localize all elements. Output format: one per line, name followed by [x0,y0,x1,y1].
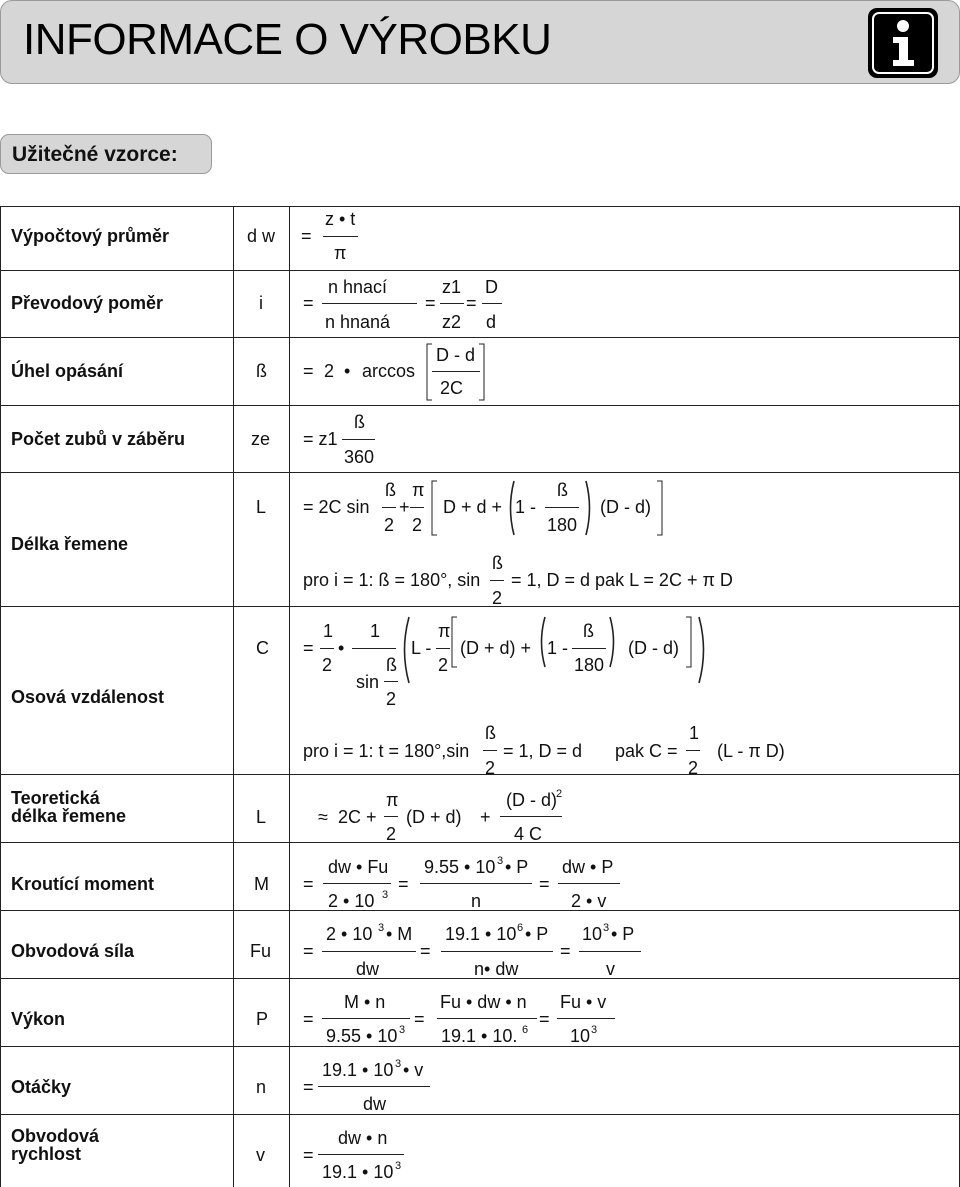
fraction-denominator: 360 [344,447,375,467]
fraction-denominator: 4 C [514,824,543,844]
table-row-line [0,337,960,338]
fraction-numerator: ß [583,621,594,641]
right-paren [697,616,709,684]
row-label: Obvodová [11,1126,100,1146]
equals-sign: = [303,941,314,961]
result-tail: (L - π D) [717,741,785,761]
arccos-text: arccos [362,361,416,381]
right-bracket [478,343,486,401]
fraction-denominator: z2 [442,312,462,332]
equals-sign: = [466,293,477,313]
page-title: INFORMACE O VÝROBKU [23,15,552,64]
fraction-denominator: 2 [412,515,423,535]
fraction-line [437,1018,537,1019]
fraction-numerator: 19.1 • 10 [445,924,517,944]
fraction-denominator: v [606,959,615,979]
fraction-numerator: Fu • v [560,992,607,1012]
fraction-line [545,507,579,508]
exponent: 3 [395,1160,402,1172]
exponent: 3 [395,1058,402,1070]
section-title: Užitečné vzorce: [12,143,178,166]
exponent: 6 [522,1024,529,1036]
fraction-numerator: n hnací [328,277,388,297]
row-symbol: d w [247,226,276,246]
right-paren [608,616,618,668]
fraction-numerator-tail: • v [403,1060,424,1080]
approx-sign: ≈ [318,807,328,827]
table-row-line [0,842,960,843]
table-col-divider-1 [233,206,234,1187]
equals-sign: = [303,874,314,894]
condition-result: = 1, D = d pak L = 2C + π D [511,570,733,590]
fraction-line [342,439,375,440]
row-label: Teoretická [11,788,100,808]
fraction-numerator: z1 [442,277,462,297]
equals-sign: = [303,1145,314,1165]
table-border-left [0,206,1,1187]
equals-sign: = [398,874,409,894]
exponent: 3 [603,922,610,934]
plus-sign: + [399,497,410,517]
fraction-denominator: 2 [485,758,496,778]
two-c-plus: 2C + [338,807,377,827]
fraction-line [579,951,641,952]
fraction-numerator: 10 [582,924,603,944]
equals-sign: = [539,1009,550,1029]
left-bracket [451,616,459,668]
fraction-numerator: ß [354,412,365,432]
fraction-numerator: M • n [344,992,386,1012]
fraction-numerator: π [438,621,451,641]
fraction-denominator: 2 [322,655,333,675]
fraction-denominator: 2 [386,824,397,844]
fraction-numerator: z • t [325,209,356,229]
table-row-line [0,1046,960,1047]
fraction-denominator: 19.1 • 10 [322,1162,394,1182]
fraction-numerator: 9.55 • 10 [424,857,496,877]
fraction-line [318,1086,430,1087]
fraction-numerator: 1 [689,723,700,743]
row-symbol: C [256,638,269,658]
right-bracket [656,480,664,536]
fraction-line [384,816,398,817]
row-symbol: P [256,1009,269,1029]
equals-sign: = [303,1009,314,1029]
table-row-line [0,270,960,271]
exponent: 6 [517,922,524,934]
table-row-line [0,472,960,473]
fraction-denominator: 2 [492,588,503,608]
row-label: Osová vzdálenost [11,687,165,707]
condition-result: = 1, D = d [503,741,583,761]
fraction-numerator: 1 [370,621,381,641]
fraction-denominator: dw [356,959,380,979]
right-paren [584,480,594,536]
condition-text: pro i = 1: ß = 180°, sin [303,570,481,590]
fraction-denominator: 2 [384,515,395,535]
fraction-line [432,371,480,372]
row-label: Výpočtový průměr [11,226,170,246]
fraction-line [323,236,358,237]
row-label: Délka řemene [11,534,129,554]
row-label: Úhel opásání [11,361,124,381]
fraction-line [318,1154,404,1155]
row-label: Kroutící moment [11,874,155,894]
row-label: Výkon [11,1009,66,1029]
table-row-line [0,405,960,406]
fraction-numerator: 19.1 • 10 [322,1060,394,1080]
table-border-top [0,206,960,207]
table-row-line [0,1114,960,1115]
fraction-numerator-tail: • P [505,857,529,877]
one-minus: 1 - [515,497,537,517]
d-plus-d-plus: (D + d) + [460,638,532,658]
table-col-divider-2 [289,206,290,1187]
row-symbol: n [256,1077,267,1097]
row-symbol: i [259,293,263,313]
d-plus-d-plus: D + d + [443,497,503,517]
row-symbol: M [254,874,269,894]
fraction-line [322,951,416,952]
fraction-numerator: ß [385,480,396,500]
fraction-denominator: 2 [386,689,397,709]
left-paren [537,616,547,668]
fraction-denominator: dw [363,1094,387,1114]
fraction-denominator: 10 [570,1026,591,1046]
fraction-line [420,883,532,884]
fraction-numerator: π [412,480,425,500]
fraction-numerator: ß [557,480,568,500]
fraction-line [382,507,396,508]
fraction-numerator: Fu • dw • n [440,992,527,1012]
d-plus-d: (D + d) [406,807,462,827]
fraction-numerator-tail: • P [525,924,549,944]
fraction-denominator: 2 • v [571,891,607,911]
equals-sign: = [301,226,312,246]
result-text: pak C = [615,741,678,761]
row-label: Otáčky [11,1077,72,1097]
row-label: rychlost [11,1144,82,1164]
equals-sign: = [425,293,436,313]
fraction-denominator: 2 • 10 [328,891,375,911]
fraction-line [322,1018,410,1019]
row-symbol: L [256,497,267,517]
equals-sign: = [303,361,314,381]
fraction-numerator-tail: • P [611,924,635,944]
fraction-line [320,648,334,649]
equals-z1: = z1 [303,429,338,449]
fraction-numerator-tail: • M [386,924,413,944]
row-label: Převodový poměr [11,293,164,313]
fraction-denominator: n [471,891,482,911]
fraction-line [558,883,620,884]
fraction-line [557,1018,615,1019]
table-row-line [0,606,960,607]
exponent: 3 [382,889,389,901]
l-minus: L - [411,638,432,658]
equals-sign: = [303,1077,314,1097]
section-title-box [0,134,212,174]
fraction-line [441,951,553,952]
row-label: délka řemene [11,806,127,826]
right-bracket [685,616,693,668]
exponent: 3 [591,1024,598,1036]
fraction-denominator: d [486,312,497,332]
fraction-line [323,883,391,884]
fraction-denominator: 180 [547,515,578,535]
exponent: 3 [378,922,385,934]
exponent: 2 [556,788,563,800]
fraction-line [500,816,562,817]
left-bracket [431,480,439,536]
left-paren [399,616,411,684]
fraction-denominator: 2C [440,378,464,398]
fraction-numerator: 1 [323,621,334,641]
bullet: • [344,361,351,381]
fraction-line [384,681,398,682]
equals-sign: = [303,293,314,313]
row-symbol: L [256,807,267,827]
fraction-numerator: ß [386,655,397,675]
row-label: Počet zubů v záběru [11,429,186,449]
fraction-numerator: D [485,277,498,297]
fraction-line [490,580,504,581]
fraction-numerator: D - d [436,345,476,365]
equals-sign: = [420,941,431,961]
fraction-denominator: n hnaná [325,312,391,332]
d-minus-d-paren: (D - d) [600,497,651,517]
bullet: • [338,638,345,658]
row-symbol: ß [256,361,267,381]
info-icon [867,7,939,79]
one-minus: 1 - [547,638,569,658]
fraction-denominator: 9.55 • 10 [326,1026,398,1046]
fraction-numerator: dw • P [562,857,614,877]
fraction-line [440,303,464,304]
exponent: 3 [399,1024,406,1036]
table-row-line [0,774,960,775]
pi-symbol: π [334,243,347,263]
fraction-numerator: ß [485,723,496,743]
fraction-denominator: 180 [574,655,605,675]
equals-sign: = [303,638,314,658]
fraction-line [436,648,450,649]
equals-2c-sin: = 2C sin [303,497,370,517]
equals-sign: = [414,1009,425,1029]
constant-two: 2 [324,361,335,381]
condition-text: pro i = 1: t = 180°,sin [303,741,470,761]
fraction-numerator: π [386,790,399,810]
fraction-line [482,303,502,304]
d-minus-d-paren: (D - d) [628,638,679,658]
page-header [0,0,960,84]
fraction-line [686,750,700,751]
exponent: 3 [497,855,504,867]
row-symbol: v [256,1145,265,1165]
fraction-denominator: 2 [438,655,449,675]
fraction-denominator: n• dw [474,959,519,979]
fraction-numerator: ß [492,553,503,573]
fraction-numerator: (D - d) [506,790,557,810]
row-label: Obvodová síla [11,941,135,961]
left-bracket [426,343,434,401]
sin-text: sin [356,672,380,692]
plus-sign: + [480,807,491,827]
fraction-numerator: dw • Fu [328,857,389,877]
fraction-numerator: 2 • 10 [326,924,373,944]
equals-sign: = [539,874,550,894]
row-symbol: Fu [250,941,272,961]
fraction-line [572,648,606,649]
equals-sign: = [560,941,571,961]
fraction-line [352,648,396,649]
fraction-line [483,750,497,751]
fraction-line [410,507,424,508]
fraction-denominator: 2 [688,758,699,778]
fraction-line [322,303,417,304]
fraction-denominator: 19.1 • 10. [441,1026,518,1046]
fraction-numerator: dw • n [338,1128,388,1148]
row-symbol: ze [251,429,271,449]
